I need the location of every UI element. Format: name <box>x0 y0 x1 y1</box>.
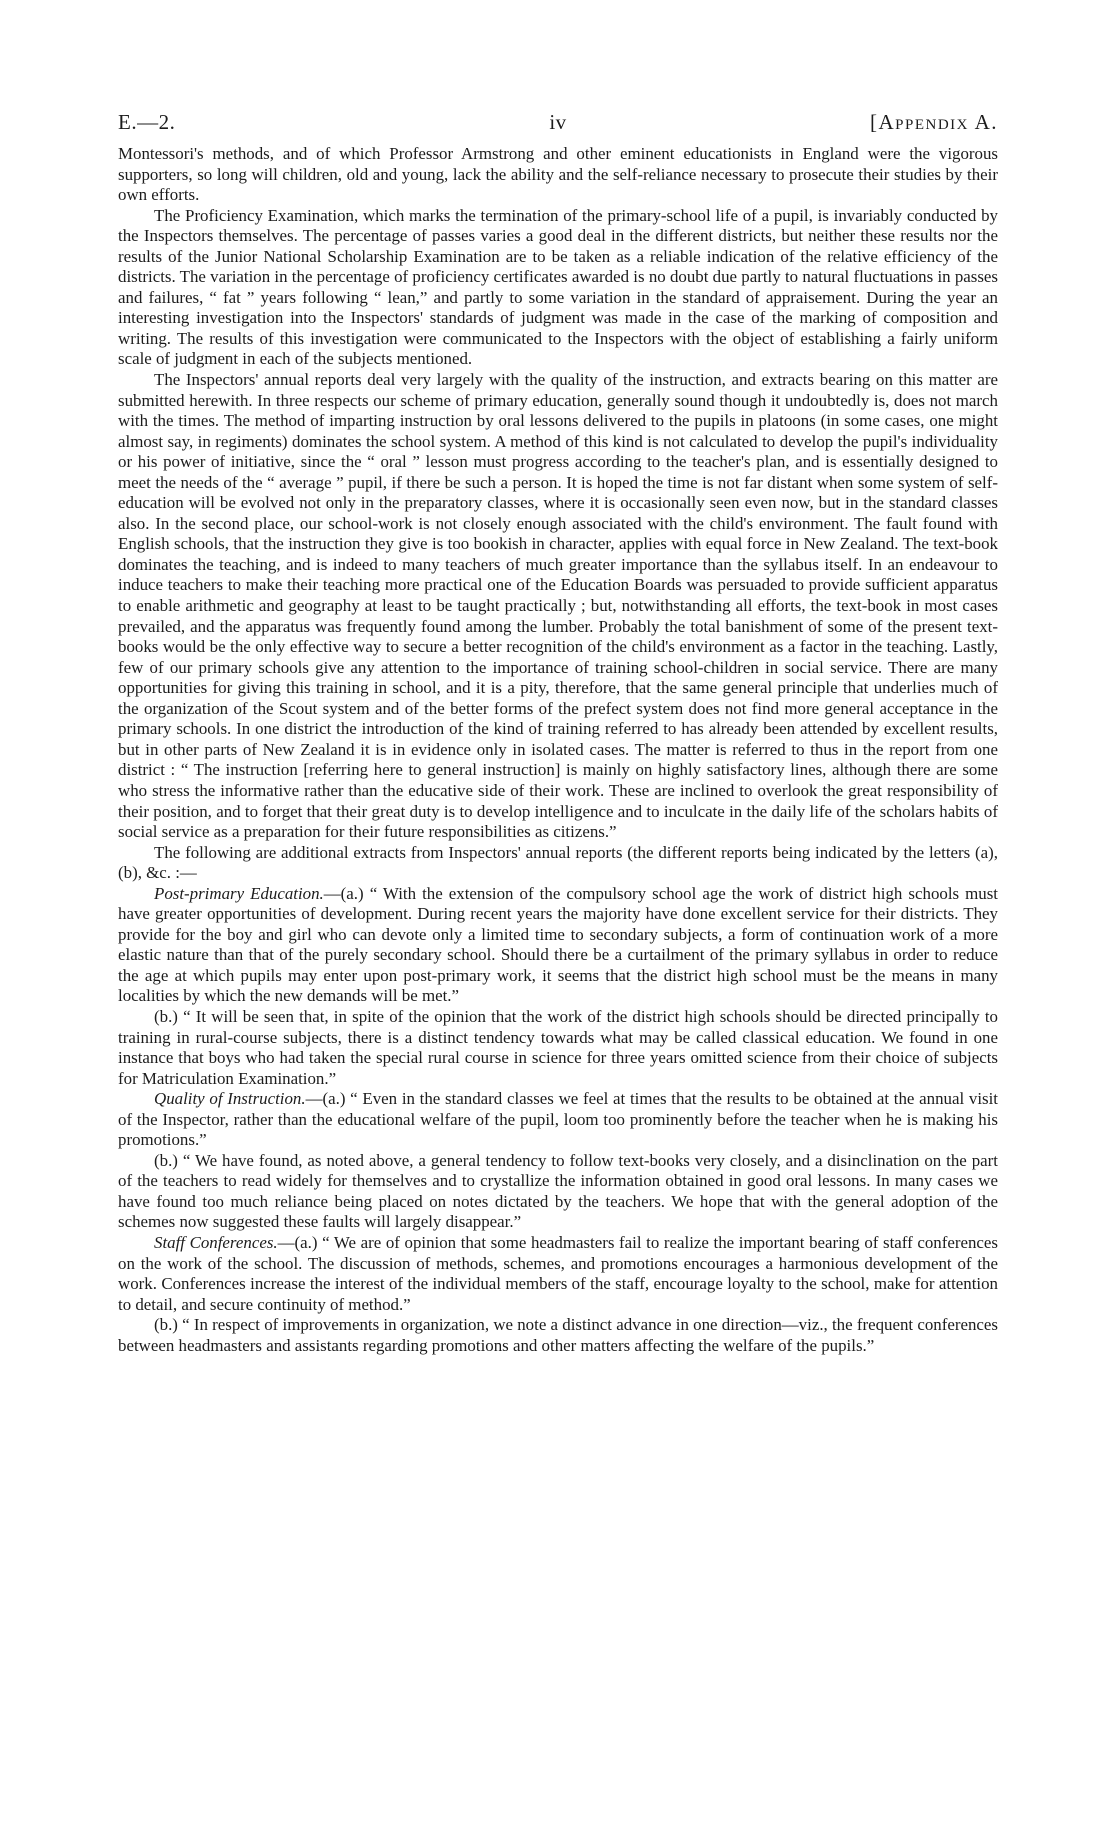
paragraph-proficiency-examination <box>118 206 998 370</box>
body-text <box>118 144 998 1356</box>
paragraph-text: The following are additional extracts from Inspectors' annual reports (the different reports being indicated by the letters (a), (b), &c. :— <box>118 842 998 883</box>
appendix-label: [Appendix A. <box>869 110 998 134</box>
paragraph-post-primary-b <box>118 1007 998 1089</box>
paragraph-text: —(a.) “ We are of opinion that some headmasters fail to realize the important bearing of staff conferences on the work of the school. The discussion of methods, schemes, and promotions encourages a harmonious development of the work. Conferences increase the interest of the individual members of the staff, encourage loyalty to the school, make for attention to detail, and secure continuity of method.” <box>118 1232 998 1314</box>
paragraph-text: —(a.) “ With the extension of the compulsory school age the work of district high schools must have greater opportunities of development. During recent years the majority have done excellent service for their districts. They provide for the boy and girl who can devote only a limited time to secondary subjects, a form of continuation work of a more elastic nature than that of the purely secondary school. Should there be a curtailment of the primary syllabus in order to reduce the age at which pupils may enter upon post-primary work, it seems that the district high school must be the means in many localities by which the new demands will be met.” <box>118 883 998 1006</box>
paragraph-text: (b.) “ It will be seen that, in spite of the opinion that the work of the district high schools should be directed principally to training in rural-course subjects, there is a distinct tendency towards what may be called classical education. We found in one instance that boys who had taken the special rural course in science for three years omitted science from their choice of subjects for Matriculation Examination.” <box>118 1006 998 1088</box>
paragraph-text: The Inspectors' annual reports deal very largely with the quality of the instruction, and extracts bearing on this matter are submitted herewith. In three respects our scheme of primary education, generally sound though it undoubtedly is, does not march with the times. The method of imparting instruction by oral lessons delivered to the pupils in platoons (in some cases, one might almost say, in regiments) dominates the school system. A method of this kind is not calculated to develop the pupil's individuality or his power of initiative, since the “ oral ” lesson must progress according to the teacher's plan, and is essentially designed to meet the needs of the “ average ” pupil, if there be such a person. It is hoped the time is not far distant when some system of self-education will be evolved not only in the preparatory classes, where it is occasionally seen even now, but in the standard classes also. In the second place, our school-work is not closely enough associated with the child's environment. The fault found with English schools, that the instruction they give is too bookish in character, applies with equal force in New Zealand. The text-book dominates the teaching, and is indeed to many teachers of much greater importance than the syllabus itself. In an endeavour to induce teachers to make their teaching more practical one of the Education Boards was persuaded to provide sufficient apparatus to enable arithmetic and geography at least to be taught practically ; but, notwithstanding all efforts, the text-book in most cases prevailed, and the apparatus was frequently found among the lumber. Probably the total banishment of some of the present text-books would be the only effective way to secure a better recognition of the child's environment as a factor in the teaching. Lastly, few of our primary schools give any attention to the importance of training school-children in social service. There are many opportunities for giving this training in school, and it is a pity, therefore, that the same general principle that underlies much of the organization of the Scout system and of the better forms of the prefect system does not find more general acceptance in the primary schools. In one district the introduction of the kind of training referred to has already been attended by excellent results, but in other parts of New Zealand it is in evidence only in isolated cases. The matter is referred to thus in the report from one district : “ The instruction [referring here to general instruction] is mainly on highly satisfactory lines, although there are some who stress the informative rather than the educative side of their work. These are inclined to overlook the great responsibility of their position, and to forget that their great duty is to develop intelligence and to inculcate in the daily life of the scholars habits of social service as a preparation for their future responsibilities as citizens.” <box>118 370 998 842</box>
paragraph-inspectors-reports <box>118 370 998 843</box>
paragraph-text: Montessori's methods, and of which Professor Armstrong and other eminent educationists in England were the vigorous supporters, so long will children, old and young, lack the ability and the self-reliance necessary to prosecute their studies by their own efforts. <box>118 144 998 205</box>
paragraph-text: The Proficiency Examination, which marks the termination of the primary-school life of a pupil, is invariably conducted by the Inspectors themselves. The percentage of passes varies a good deal in the different districts, but neither these results nor the results of the Junior National Scholarship Examination are to be taken as a reliable indication of the relative efficiency of the districts. The variation in the percentage of proficiency certificates awarded is no doubt due partly to natural fluctuations in passes and failures, “ fat ” years following “ lean,” and partly to some variation in the standard of appraisement. During the year an interesting investigation into the Inspectors' standards of judgment was made in the case of the marking of composition and writing. The results of this investigation were communicated to the Inspectors with the object of establishing a fairly uniform scale of judgment in each of the subjects mentioned. <box>118 205 998 369</box>
paragraph-staff-b <box>118 1315 998 1356</box>
parliamentary-paper-number: E.—2. <box>118 110 176 134</box>
paragraph-quality-b <box>118 1151 998 1233</box>
page-number: iv <box>549 110 567 134</box>
paragraph-staff-conferences <box>118 1233 998 1315</box>
document-page <box>118 110 998 1356</box>
section-heading: Post-primary Education. <box>154 883 324 903</box>
paragraph-additional-extracts <box>118 843 998 884</box>
running-head <box>118 110 998 144</box>
paragraph-continuation <box>118 144 998 206</box>
paragraph-quality-of-instruction <box>118 1089 998 1151</box>
section-heading: Quality of Instruction. <box>154 1089 306 1109</box>
paragraph-text: (b.) “ We have found, as noted above, a general tendency to follow text-books very closely, and a disinclination on the part of the teachers to read widely for themselves and to crystallize the information obtained in good oral lessons. In many cases we have found too much reliance being placed on notes dictated by the teachers. We hope that with the general adoption of the schemes now suggested these faults will largely disappear.” <box>118 1150 998 1232</box>
paragraph-text: (b.) “ In respect of improvements in organization, we note a distinct advance in one direction—viz., the frequent conferences between headmasters and assistants regarding promotions and other matters affecting the welfare of the pupils.” <box>118 1315 998 1355</box>
paragraph-text: —(a.) “ Even in the standard classes we feel at times that the results to be obtained at the annual visit of the Inspector, rather than the educational welfare of the pupil, loom too prominently before the teacher when he is making his promotions.” <box>118 1089 998 1150</box>
paragraph-post-primary-education <box>118 884 998 1007</box>
section-heading: Staff Conferences. <box>154 1232 278 1252</box>
